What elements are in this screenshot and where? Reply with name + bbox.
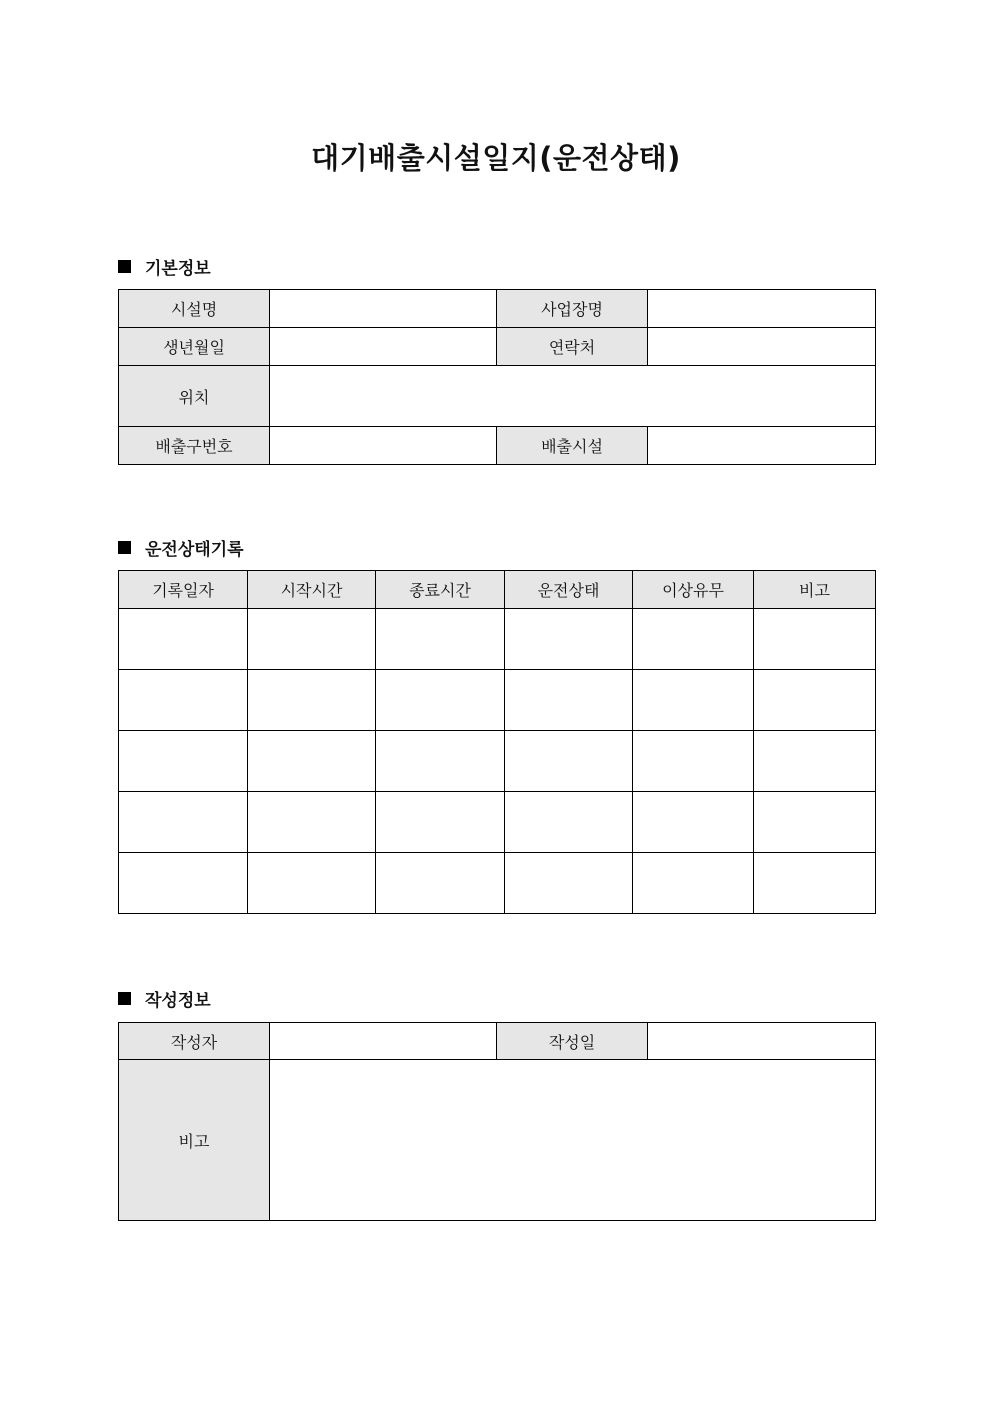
table-cell[interactable] bbox=[119, 731, 248, 792]
table-cell[interactable] bbox=[248, 609, 376, 670]
table-cell[interactable] bbox=[119, 792, 248, 853]
contact-label: 연락처 bbox=[497, 328, 648, 366]
table-row bbox=[119, 290, 876, 328]
outlet-number-field[interactable] bbox=[270, 427, 497, 465]
column-header-abnormality: 이상유무 bbox=[633, 571, 754, 609]
remarks-field[interactable] bbox=[270, 1060, 876, 1221]
section-heading-write bbox=[118, 986, 211, 1011]
table-cell[interactable] bbox=[376, 731, 505, 792]
table-cell[interactable] bbox=[248, 670, 376, 731]
table-cell[interactable] bbox=[119, 853, 248, 914]
table-cell[interactable] bbox=[248, 792, 376, 853]
column-header-remarks: 비고 bbox=[754, 571, 876, 609]
square-bullet-icon bbox=[118, 541, 131, 554]
section-title-basic: 기본정보 bbox=[145, 259, 211, 279]
table-cell[interactable] bbox=[754, 731, 876, 792]
author-info-table bbox=[118, 1022, 876, 1221]
facility-name-label: 시설명 bbox=[119, 290, 270, 328]
facility-name-field[interactable] bbox=[270, 290, 497, 328]
table-cell[interactable] bbox=[754, 609, 876, 670]
column-header-record-date: 기록일자 bbox=[119, 571, 248, 609]
business-name-label: 사업장명 bbox=[497, 290, 648, 328]
table-cell[interactable] bbox=[633, 792, 754, 853]
table-cell[interactable] bbox=[376, 670, 505, 731]
table-cell[interactable] bbox=[376, 792, 505, 853]
table-row bbox=[119, 853, 876, 914]
square-bullet-icon bbox=[118, 992, 131, 1005]
emission-facility-label: 배출시설 bbox=[497, 427, 648, 465]
table-row bbox=[119, 1023, 876, 1060]
location-field[interactable] bbox=[270, 366, 876, 427]
table-cell[interactable] bbox=[633, 731, 754, 792]
table-cell[interactable] bbox=[119, 670, 248, 731]
table-cell[interactable] bbox=[754, 853, 876, 914]
column-header-operation-status: 운전상태 bbox=[505, 571, 633, 609]
table-cell[interactable] bbox=[505, 609, 633, 670]
table-cell[interactable] bbox=[505, 731, 633, 792]
square-bullet-icon bbox=[118, 260, 131, 273]
section-title-log: 운전상태기록 bbox=[145, 540, 244, 560]
table-row bbox=[119, 366, 876, 427]
section-title-write: 작성정보 bbox=[145, 991, 211, 1011]
emission-facility-field[interactable] bbox=[648, 427, 876, 465]
table-cell[interactable] bbox=[505, 853, 633, 914]
column-header-start-time: 시작시간 bbox=[248, 571, 376, 609]
birth-date-field[interactable] bbox=[270, 328, 497, 366]
section-heading-log bbox=[118, 535, 244, 560]
remarks-label: 비고 bbox=[119, 1060, 270, 1221]
written-date-label: 작성일 bbox=[497, 1023, 648, 1060]
table-cell[interactable] bbox=[248, 853, 376, 914]
table-cell[interactable] bbox=[505, 792, 633, 853]
birth-date-label: 생년월일 bbox=[119, 328, 270, 366]
table-cell[interactable] bbox=[376, 853, 505, 914]
table-cell[interactable] bbox=[633, 609, 754, 670]
author-label: 작성자 bbox=[119, 1023, 270, 1060]
written-date-field[interactable] bbox=[648, 1023, 876, 1060]
section-heading-basic bbox=[118, 254, 211, 279]
table-cell[interactable] bbox=[633, 670, 754, 731]
table-cell[interactable] bbox=[248, 731, 376, 792]
contact-field[interactable] bbox=[648, 328, 876, 366]
table-cell[interactable] bbox=[754, 670, 876, 731]
table-cell[interactable] bbox=[633, 853, 754, 914]
table-row bbox=[119, 427, 876, 465]
table-row bbox=[119, 1060, 876, 1221]
page-title: 대기배출시설일지(운전상태) bbox=[311, 141, 681, 175]
table-header-row bbox=[119, 571, 876, 609]
location-label: 위치 bbox=[119, 366, 270, 427]
column-header-end-time: 종료시간 bbox=[376, 571, 505, 609]
table-cell[interactable] bbox=[119, 609, 248, 670]
table-row bbox=[119, 792, 876, 853]
table-row bbox=[119, 328, 876, 366]
table-cell[interactable] bbox=[376, 609, 505, 670]
table-row bbox=[119, 670, 876, 731]
outlet-number-label: 배출구번호 bbox=[119, 427, 270, 465]
table-cell[interactable] bbox=[754, 792, 876, 853]
author-field[interactable] bbox=[270, 1023, 497, 1060]
business-name-field[interactable] bbox=[648, 290, 876, 328]
table-cell[interactable] bbox=[505, 670, 633, 731]
operation-log-table bbox=[118, 570, 876, 914]
table-row bbox=[119, 731, 876, 792]
basic-info-table bbox=[118, 289, 876, 465]
table-row bbox=[119, 609, 876, 670]
